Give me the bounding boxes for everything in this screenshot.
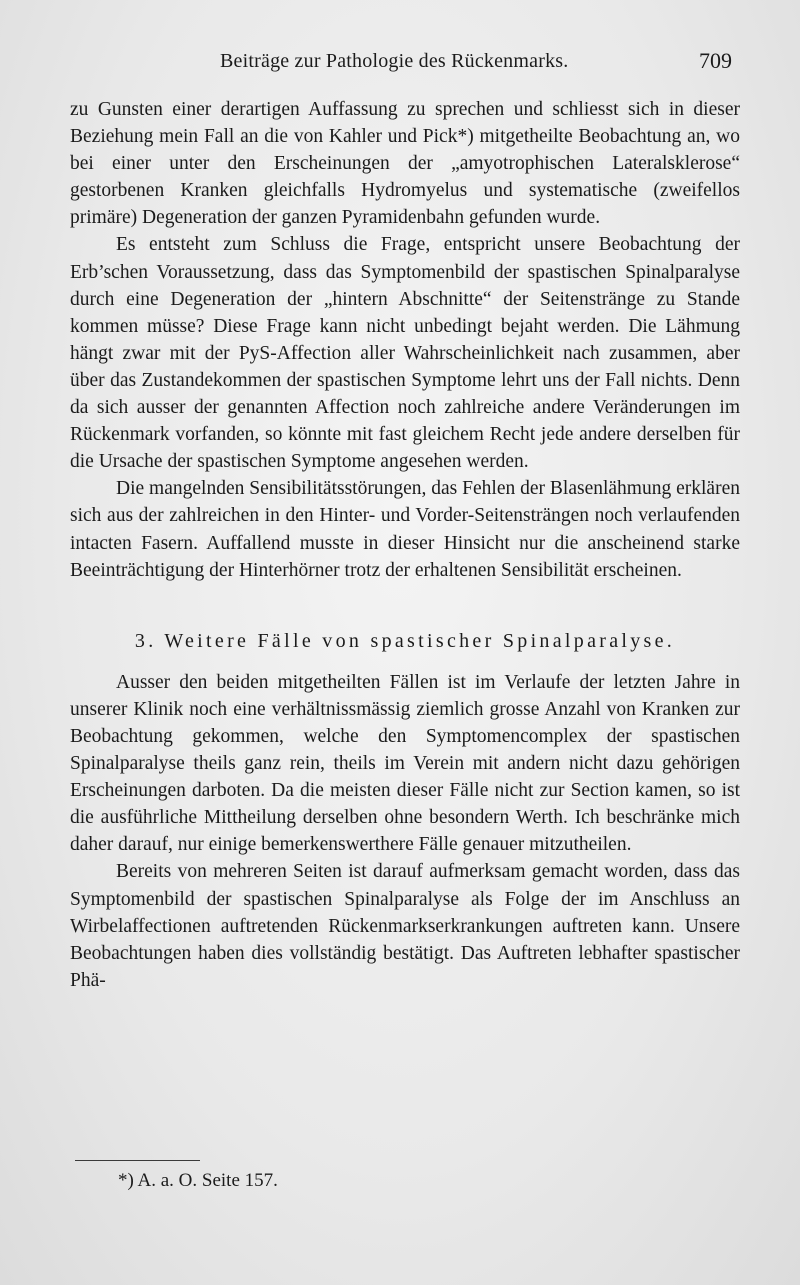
footnote: *) A. a. O. Seite 157. [118, 1170, 278, 1191]
footnote-divider [75, 1160, 200, 1161]
page-header [70, 48, 740, 78]
section-paragraph-2: Bereits von mehreren Seiten ist darauf aufmerksam gemacht worden, dass das Symptomenbild der spastischen Spinalparalyse als Folge der im Anschluss an Wirbelaffectionen auftretenden Rückenmarkserkrankungen auftreten kann. Unsere Beobachtungen haben dies vollständig bestätigt. Das Auftreten lebhafter spastischer Phä- [70, 861, 740, 991]
paragraph-2: Es entsteht zum Schluss die Frage, entspricht unsere Beobachtung der Erb’schen Voraussetzung, dass das Symptomenbild der spastischen Spinalparalyse durch eine Degeneration der „hintern Abschnitte“ der Seitenstränge zu Stande kommen müsse? Diese Frage kann nicht unbedingt bejaht werden. Die Lähmung hängt zwar mit der PyS-Affection aller Wahrscheinlichkeit nach zusammen, aber über das Zustandekommen der spastischen Symptome lehrt uns der Fall nichts. Denn da sich ausser der genannten Affection noch zahlreiche andere Veränderungen im Rückenmark vorfanden, so könnte mit fast gleichem Recht jede andere derselben für die Ursache der spastischen Symptome angesehen werden. [70, 234, 740, 473]
page-number: 709 [699, 48, 732, 73]
paragraph-3: Die mangelnden Sensibilitätsstörungen, das Fehlen der Blasenlähmung erklären sich aus der zahlreichen in den Hinter- und Vorder-Seitensträngen noch verlaufenden intacten Fasern. Auffallend musste in dieser Hinsicht nur die anscheinend starke Beeinträchtigung der Hinterhörner trotz der erhaltenen Sensibilität erscheinen. [70, 478, 740, 581]
body-text [70, 96, 740, 994]
paragraph-1: zu Gunsten einer derartigen Auffassung zu sprechen und schliesst sich in dieser Beziehung mein Fall an die von Kahler und Pick*) mitgetheilte Beobachtung an, wo bei einer unter den Erscheinungen der „amyotrophischen Lateralsklerose“ gestorbenen Kranken gleichfalls Hydromyelus und systematische (zweifellos primäre) Degeneration der ganzen Pyramidenbahn gefunden wurde. [70, 99, 740, 229]
section-paragraph-1: Ausser den beiden mitgetheilten Fällen ist im Verlaufe der letzten Jahre in unserer Klinik noch eine verhältnissmässig ziemlich grosse Anzahl von Kranken zur Beobachtung gekommen, welche den Symptomencomplex der spastischen Spinalparalyse theils ganz rein, theils im Verein mit andern nicht dazu gehörigen Erscheinungen darboten. Da die meisten dieser Fälle nicht zur Section kamen, so ist die ausführliche Mittheilung derselben ohne besondern Werth. Ich beschränke mich daher darauf, nur einige bemerkenswerthere Fälle genauer mitzutheilen. [70, 671, 740, 856]
section-heading: 3. Weitere Fälle von spastischer Spinalparalyse. [134, 629, 676, 652]
running-head: Beiträge zur Pathologie des Rückenmarks. [220, 50, 569, 72]
